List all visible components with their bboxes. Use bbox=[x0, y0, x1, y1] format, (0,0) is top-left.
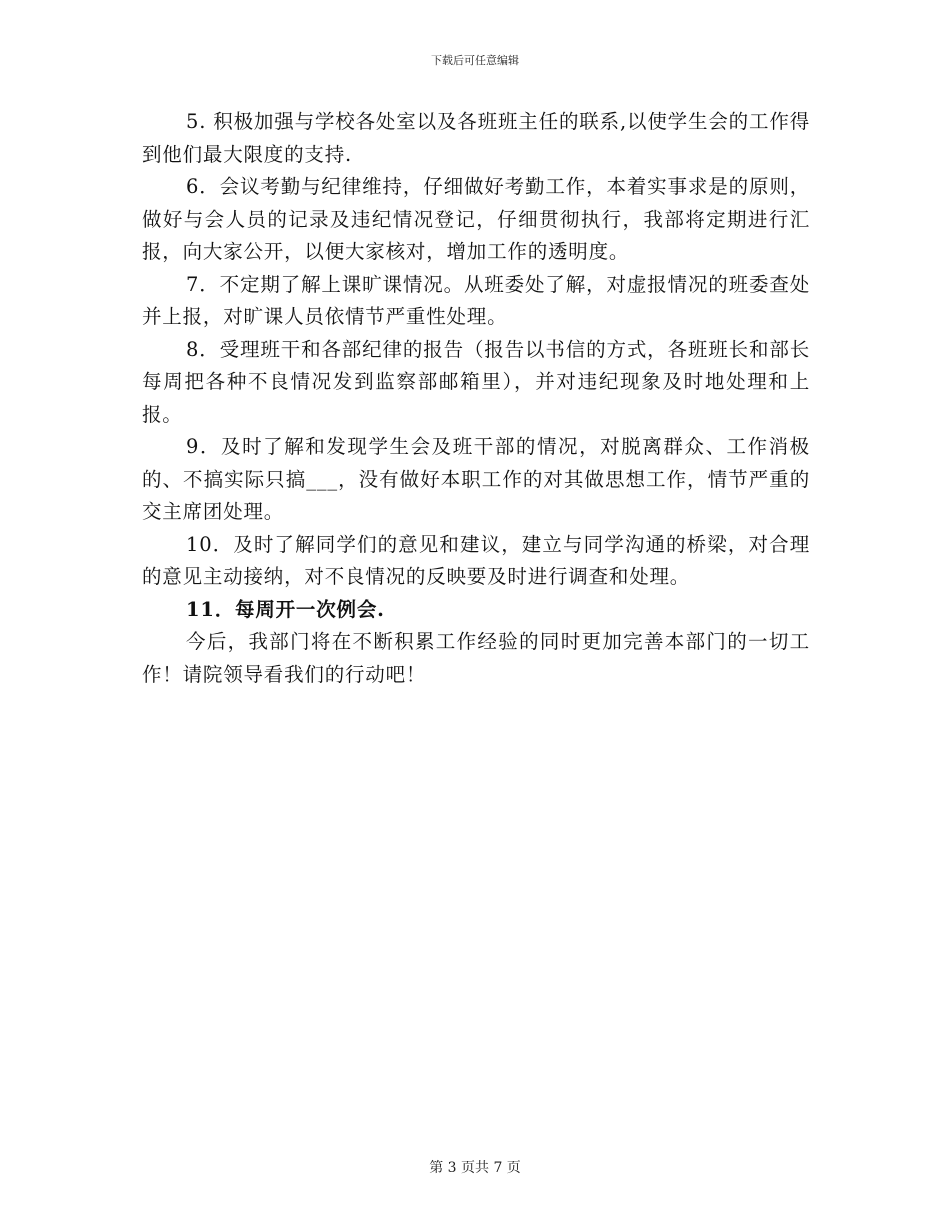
paragraph-item-5: 5. 积极加强与学校各处室以及各班班主任的联系,以使学生会的工作得到他们最大限度的支持. bbox=[142, 110, 810, 166]
document-body bbox=[142, 106, 810, 691]
page-number-footer: 第 3 页共 7 页 bbox=[429, 1160, 521, 1176]
paragraph-item-11: 11．每周开一次例会. bbox=[186, 597, 385, 621]
paragraph-item-8: 8．受理班干和各部纪律的报告（报告以书信的方式，各班班长和部长每周把各种不良情况发到监察部邮箱里），并对违纪现象及时地处理和上报。 bbox=[142, 337, 810, 426]
page-header-note: 下载后可任意编辑 bbox=[431, 54, 519, 67]
paragraph-item-9: 9．及时了解和发现学生会及班干部的情况，对脱离群众、工作消极的、不搞实际只搞___，没有做好本职工作的对其做思想工作，情节严重的交主席团处理。 bbox=[142, 435, 810, 523]
closing-paragraph: 今后，我部门将在不断积累工作经验的同时更加完善本部门的一切工作！请院领导看我们的行动吧！ bbox=[142, 630, 810, 686]
paragraph-item-6: 6．会议考勤与纪律维持，仔细做好考勤工作，本着实事求是的原则，做好与会人员的记录及违纪情况登记，仔细贯彻执行，我部将定期进行汇报，向大家公开，以便大家核对，增加工作的透明度。 bbox=[142, 175, 810, 263]
paragraph-item-7: 7．不定期了解上课旷课情况。从班委处了解，对虚报情况的班委查处并上报，对旷课人员依情节严重性处理。 bbox=[142, 272, 810, 328]
paragraph-item-10: 10．及时了解同学们的意见和建议，建立与同学沟通的桥梁，对合理的意见主动接纳，对不良情况的反映要及时进行调查和处理。 bbox=[142, 532, 810, 588]
